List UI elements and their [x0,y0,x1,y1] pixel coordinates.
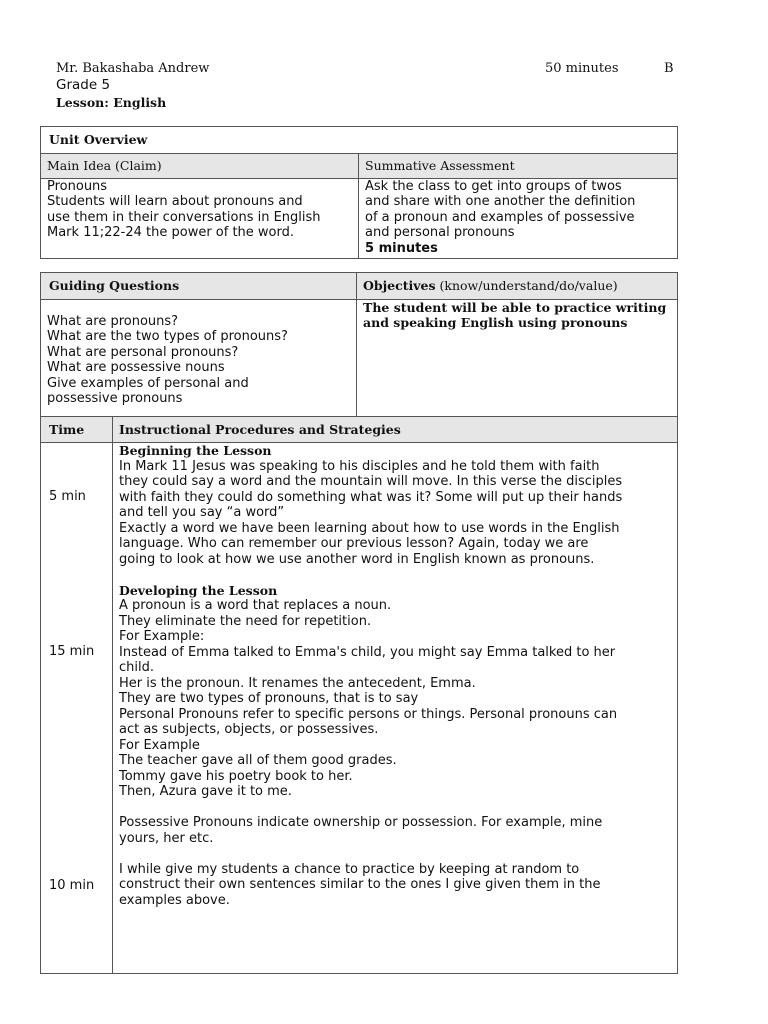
practice-line: examples above. [119,892,230,908]
time-beginning: 5 min [49,489,86,504]
main-idea-line: use them in their conversations in English [47,209,321,225]
main-idea-line: Students will learn about pronouns and [47,194,303,209]
objective-line: The student will be able to practice writing [363,299,667,315]
summative-assessment-header: Summative Assessment [359,154,678,179]
teacher-name: Mr. Bakashaba Andrew [56,61,210,76]
guiding-question: possessive pronouns [47,391,183,406]
summative-line: of a pronoun and examples of possessive [365,209,635,225]
developing-line: They eliminate the need for repetition. [119,613,372,629]
developing-line: For Example [119,737,200,753]
grade-label: Grade 5 [56,77,111,93]
time-column [41,443,113,974]
objectives-content [357,299,678,416]
developing-line: act as subjects, objects, or possessives. [119,722,379,737]
developing-title: Developing the Lesson [119,582,278,598]
developing-line: Personal Pronouns refer to specific persons or things. Personal pronouns can [119,706,618,722]
summative-line: and share with one another the definition [365,194,636,209]
objectives-header [357,273,678,300]
beginning-line: with faith they could do something what was it? Some will put up their hands [119,489,623,505]
developing-line: Instead of Emma talked to Emma's child, you might say Emma talked to her [119,644,616,660]
summative-line: and personal pronouns [365,225,515,240]
beginning-line: In Mark 11 Jesus was speaking to his disciples and he told them with faith [119,458,600,474]
lesson-subject: Lesson: English [56,95,167,110]
developing-line: For Example: [119,629,205,644]
beginning-line: going to look at how we use another word in English known as pronouns. [119,551,595,567]
time-practice: 10 min [49,878,95,893]
section-letter: B [664,61,674,76]
practice-line: construct their own sentences similar to the ones I give given them in the [119,877,601,892]
unit-overview-title: Unit Overview [41,127,678,154]
developing-line: A pronoun is a word that replaces a noun. [119,598,392,613]
main-idea-header: Main Idea (Claim) [41,154,359,179]
guiding-question: What are possessive nouns [47,360,225,375]
developing-line: They are two types of pronouns, that is to say [119,691,419,706]
possessive-line: Possessive Pronouns indicate ownership or possession. For example, mine [119,815,603,830]
developing-line: Tommy gave his poetry book to her. [119,768,353,784]
procedures-content [113,443,678,974]
guiding-questions-content [41,299,357,416]
time-header: Time [41,416,113,443]
practice-line: I while give my students a chance to practice by keeping at random to [119,861,580,877]
guiding-question: What are pronouns? [47,313,179,329]
summative-line: Ask the class to get into groups of twos [365,178,622,194]
developing-line: Then, Azura gave it to me. [119,784,292,799]
developing-line: child. [119,660,154,675]
summative-content [359,178,678,259]
guiding-questions-header: Guiding Questions [41,273,357,300]
beginning-title: Beginning the Lesson [119,443,272,458]
possessive-line: yours, her etc. [119,830,214,846]
guiding-question: Give examples of personal and [47,375,249,391]
unit-overview-table [40,126,678,259]
lesson-duration: 50 minutes [545,61,619,76]
beginning-line: they could say a word and the mountain will move. In this verse the disciples [119,474,623,489]
beginning-line: Exactly a word we have been learning about how to use words in the English [119,520,620,536]
objectives-label: Objectives [363,278,436,293]
guiding-question: What are personal pronouns? [47,344,239,360]
developing-line: The teacher gave all of them good grades. [119,753,397,768]
beginning-line: and tell you say “a word” [119,505,285,520]
objective-line: and speaking English using pronouns [363,315,628,330]
guiding-question: What are the two types of pronouns? [47,329,288,344]
lesson-plan-table [40,272,678,974]
summative-time: 5 minutes [365,240,438,256]
objectives-note: (know/understand/do/value) [439,278,618,293]
main-idea-content [41,178,359,259]
developing-line: Her is the pronoun. It renames the antecedent, Emma. [119,675,476,691]
main-idea-line: Pronouns [47,178,108,194]
main-idea-line: Mark 11;22-24 the power of the word. [47,225,295,240]
beginning-line: language. Who can remember our previous lesson? Again, today we are [119,536,589,551]
time-developing: 15 min [49,644,95,659]
procedures-header: Instructional Procedures and Strategies [113,416,678,443]
